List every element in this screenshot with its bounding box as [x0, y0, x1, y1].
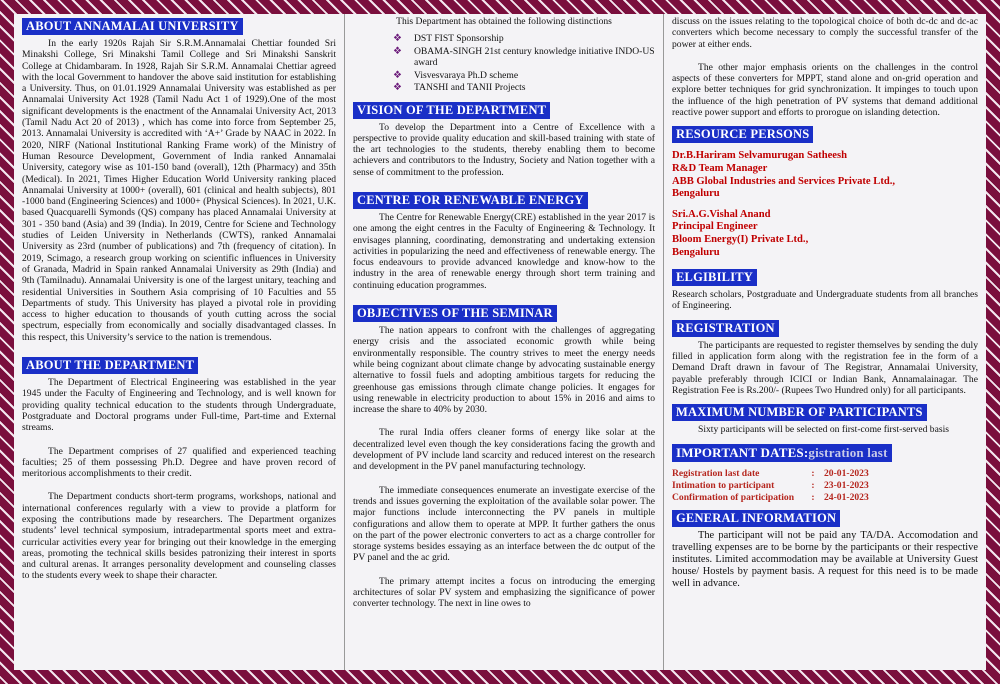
max-participants-text: Sixty participants will be selected on first-come first-served basis: [698, 424, 949, 436]
eligibility-heading: ELGIBILITY: [672, 269, 757, 286]
department-paragraph-3: The Department conducts short-term programs, workshops, national and international conferences regularly with a view to provide a platform for exposing the contributions made by researchers. The Department organizes students’ level technical symposium, intradepartmental sports meet and extra- curricular activities every year for bringing out their knowledge in the emerging areas, promoting the technical skills besides patronizing their interest in sports and cultural arenas. It arranges personality development and counseling classes to the students every week to shape their character.: [22, 491, 336, 582]
registration-heading: REGISTRATION: [672, 320, 779, 337]
column-left: [14, 14, 344, 670]
important-dates-table: [672, 468, 978, 504]
important-dates-heading: IMPORTANT DATES:gistration last: [672, 444, 892, 462]
cre-heading: CENTRE FOR RENEWABLE ENERGY: [353, 192, 588, 209]
resource-person-2: Sri.A.G.Vishal Anand Principal Engineer Bloom Energy(I) Private Ltd., Bengaluru: [672, 208, 809, 258]
distinctions-list: [393, 33, 655, 94]
department-paragraph-1: The Department of Electrical Engineering was established in the year 1945 under the Faculty of Engineering and Technology, and is well known for providing quality technical education to the students through Undergraduate, Postgraduate and Doctoral programs under Full-time, Part-time and External streams.: [22, 377, 336, 434]
list-item: ❖ Visvesvaraya Ph.D scheme: [393, 69, 519, 81]
table-row: Intimation to participant : 23-01-2023: [672, 479, 869, 491]
objectives-continued-2: The other major emphasis orients on the challenges in the control aspects of these converters for MPPT, stand alone and on-grid operation and explore better techniques for grid synchronization. It impinges to touch upon the influence of the high penetration of PV systems that demand additional reactive power support and efforts to prorogue on islanding detection.: [672, 61, 978, 119]
diamond-bullet-icon: ❖: [393, 69, 402, 81]
resource-persons-heading: RESOURCE PERSONS: [672, 126, 813, 143]
resource-person-1: Dr.B.Hariram Selvamurugan Satheesh R&D Team Manager ABB Global Industries and Services Private Ltd., Bengaluru: [672, 150, 896, 200]
eligibility-text: Research scholars, Postgraduate and Undergraduate students from all branches of Engineering.: [672, 289, 978, 312]
diamond-bullet-icon: ❖: [393, 82, 402, 93]
brochure-sheet: [14, 14, 986, 670]
table-row: Confirmation of participation : 24-01-2023: [672, 491, 869, 503]
objectives-paragraph-4: The primary attempt incites a focus on introducing the emerging architectures of solar PV system and emphasizing the significance of power converter technology. The next in line owes to: [353, 575, 655, 610]
objectives-paragraph-2: The rural India offers cleaner forms of energy like solar at the decentralized level even though the key considerations facing the growth and development of PV include land scarcity and reduced interest on the research and development in the PV panel manufacturing technology.: [353, 427, 655, 473]
general-info-text: The participant will not be paid any TA/DA. Accomodation and travelling expenses are to be borne by the participants or their respective institutes. Limited accommodation may be available at University Guest house/ Hostels by payment basis. A request for this need is to be made well in advance.: [672, 529, 978, 589]
table-row: Registration last date : 20-01-2023: [672, 467, 869, 479]
vision-text: To develop the Department into a Centre of Excellence with a perspective to provide quality education and skill-based training with state of the art technologies to the students, thereby enabling them to become achievers and contributors to the Industry, Society and Nation together with a sense of commitment to the profession.: [353, 121, 655, 178]
objectives-paragraph-3: The immediate consequences enumerate an investigate exercise of the trends and issues governing the exploitation of the available solar power. The major functions include interconnecting the PV panels in multiple configurations and allow them to operate at MPP. It further gathers the onus on the part of the power electronic converters to act as a charge controller for storage systems besides essaying as an interface between the dc output of the PV panel and the ac grid.: [353, 484, 655, 564]
objectives-paragraph-1: The nation appears to confront with the challenges of aggregating energy crisis and the associated economic growth while being environmentally responsible. The country strives to meet the energy needs while being cognizant about climate change by advocating sustainable energy alternative to fossil fuels and adopting ambitious targets for reducing the greenhouse gas emissions through climate change policies. It engages for using renewable in electricity production to about 15% in 2016 and aims to increase the share to 40% by 2030.: [353, 325, 655, 416]
about-university-heading: ABOUT ANNAMALAI UNIVERSITY: [22, 18, 243, 35]
department-paragraph-2: The Department comprises of 27 qualified and experienced teaching faculties; 25 of them possessing Ph.D. Degree and have proven record of meritorious accomplishments to their credit.: [22, 445, 336, 480]
general-info-heading: GENERAL INFORMATION: [672, 510, 840, 527]
diamond-bullet-icon: ❖: [393, 45, 402, 57]
distinctions-intro: This Department has obtained the following distinctions: [396, 16, 612, 27]
list-item: ❖ OBAMA-SINGH 21st century knowledge initiative INDO-US award: [393, 45, 655, 68]
list-item: ❖ DST FIST Sponsorship: [393, 33, 504, 44]
max-participants-heading: MAXIMUM NUMBER OF PARTICIPANTS: [672, 404, 927, 421]
list-item: ❖ TANSHI and TANII Projects: [393, 82, 526, 93]
vision-heading: VISION OF THE DEPARTMENT: [353, 102, 550, 119]
objectives-heading: OBJECTIVES OF THE SEMINAR: [353, 305, 557, 322]
diamond-bullet-icon: ❖: [393, 33, 402, 44]
objectives-continued-1: discuss on the issues relating to the topological choice of both dc-dc and dc-ac converters which become necessary to comply the successful transfer of the power at either ends.: [672, 16, 978, 50]
about-department-heading: ABOUT THE DEPARTMENT: [22, 357, 198, 374]
registration-text: The participants are requested to register themselves by sending the duly filled in application form along with the registration fee in the form of a Demand Draft drawn in favour of The Registrar, Annamalai University, payable preferably through ICICI or Indian Bank, Annamalainagar. The Registration Fee is Rs.200/- (Rupees Two Hundred only) for all participants.: [672, 339, 978, 396]
column-middle: [344, 14, 664, 670]
cre-text: The Centre for Renewable Energy(CRE) established in the year 2017 is one among the eight centres in the Faculty of Engineering & Technology. It envisages planning, coordinating, demonstrating and undertaking extension activities in popularizing the need and effectiveness of renewable energy. The focus endeavours to provide advanced knowledge and know-how to the industry in the area of renewable energy through short term training and continuing education programmes.: [353, 211, 655, 291]
about-university-text: In the early 1920s Rajah Sir S.R.M.Annamalai Chettiar founded Sri Minakshi College, Sri Minakshi Tamil College and Sri Minakshi Sanskrit College at Chidambaram. In 1928, Rajah Sir S.R.M. Annamalai Chettiar agreed with the local Government to handover the above said institution for establishing a University. Thus, on 01.01.1929 Annamalai University was established as per Annamalai University Act 1928 (Tamil Nadu Act 1 of 1929).One of the most significant developments is the enactment of the Annamalai University Act, 2013 (Tamil Nadu Act 20 of 2013) , which has come into force from September 25, 2013. Annamalai University is accredited with ‘A+’ Grade by NAAC in 2022. In 2020, NIRF (National Institutional Ranking Frame work) of the Ministry of Human Resource Development, Government of India ranked Annamalai University, category wise as 101-150 band (overall), 12th (Pharmacy) and 35th (Medical). In 2021, Times Higher Education World University ranking placed Annamalai University at 1000+ (overall), 601 (clinical and health subjects), 801 -1000 band (Engineering Sciences) and 1000+ (Physical Sciences). In 2021, U.K. based Quacquarelli Symonds (QS) company has placed Annamalai University at 301 - 350 band (Asia) and 39 (India). In 2019, Centre for Sciene and Technology studies of Leiden University in Netherlands (CWTS), ranked Annamalai University as 23rd (number of publications) and 7th (frequency of citation). In 2019, Scimago, a research group working on scientific influences in University of Granada, Madrid in Spain ranked Annamalai University as 29th (India) and 9th (Tamilnadu). Annamalai University is one of the largest unitary, teaching and residential Universities in Southern Asia comprising of 10 Faculties and 55 Departments of study. This University has played a pivotal role in providing access to higher education to thousands of youth cutting across the social spectrum, especially from economically and socially disadvantaged classes. In this respect, this University’s service to the nation is tremendous.: [22, 38, 336, 343]
column-right: [664, 14, 986, 670]
